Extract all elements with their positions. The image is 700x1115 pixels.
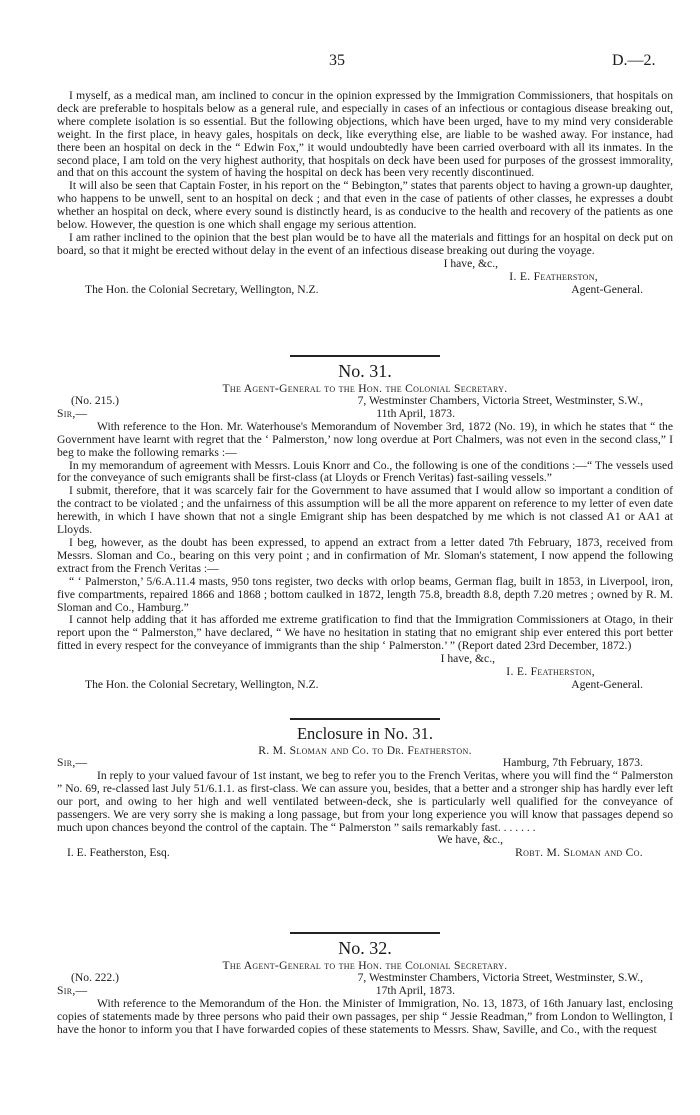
letter-date: Hamburg, 7th February, 1873. bbox=[502, 756, 643, 769]
section-subheading: The Agent-General to the Hon. the Colonial Secretary. bbox=[222, 382, 508, 395]
section-subheading: The Agent-General to the Hon. the Colonial Secretary. bbox=[222, 959, 508, 972]
paragraph: In reply to your valued favour of 1st instant, we beg to refer you to the French Veritas, where you will find the “ Palmerston ” No. 69, re-classed last July 51/6.1.1. as first-class. We can assure you, besides, that a better and a stronger ship has hardly ever left our port, and owing to her high and well ventilated between-deck, she is particularly well qualified for the conveyance of passengers. We are very sorry she is making a long passage, but from your long experience you will know that passages depend so much upon chances beyond the control of the captain. The “ Palmerston ” sails remarkably fast. . . . . . . bbox=[57, 768, 673, 834]
section-subheading: R. M. Sloman and Co. to Dr. Featherston. bbox=[258, 744, 472, 757]
paragraph: “ ‘ Palmerston,’ 5/6.A.11.4 masts, 950 tons register, two decks with orlop beams, German flag, built in 1853, in Liverpool, iron, five compartments, repaired 1866 and 1868 ; bottom caulked in 1872, length 75.8, breadth 8.8, depth 7.20 metres ; owned by R. M. Sloman and Co., Hamburg.” bbox=[57, 574, 673, 614]
section-heading: No. 32. bbox=[338, 938, 392, 958]
section-no-32 bbox=[57, 932, 673, 1037]
letter-featherston-hospitals bbox=[57, 90, 673, 297]
paragraph: I am rather inclined to the opinion that the best plan would be to have all the materials and fittings for an hospital on deck put on board, so that it might be erected without delay in the event of an infectious disease breaking out during the voyage. bbox=[57, 230, 673, 257]
paragraph: In my memorandum of agreement with Messrs. Louis Knorr and Co., the following is one of the conditions :—“ The vessels used for the conveyance of such emigrants shall be first-class (at Lloyds or French Veritas) fast-sailing vessels.” bbox=[57, 458, 673, 485]
signature: I. E. Featherston, bbox=[506, 665, 595, 679]
paragraph: I beg, however, as the doubt has been expressed, to append an extract from a letter dated 7th February, 1873, received from Messrs. Sloman and Co., bearing on this very point ; and in confirmation of Mr. Sloman's statement, I now append the following extract from the French Veritas :— bbox=[57, 535, 673, 575]
paragraph: I cannot help adding that it has afforded me extreme gratification to find that the Immigration Commissioners at Otago, in their report upon the “ Palmerston,” have declared, “ We have no hesitation in stating that no emigrant ship ever entered this port better fitted in every respect for the conveyance of immigrants than the ship ‘ Palmerston.’ ” (Report dated 23rd December, 1872.) bbox=[57, 613, 673, 653]
paragraph: With reference to the Hon. Mr. Waterhouse's Memorandum of November 3rd, 1872 (No. 19), in which he states that “ the Government have learnt with regret that the ‘ Palmerston,’ now long overdue at Port Chalmers, was not even in the second class,” I beg to make the following remarks :— bbox=[57, 419, 673, 459]
letter-date: 11th April, 1873. bbox=[376, 406, 455, 420]
section-no-31 bbox=[57, 355, 673, 692]
letter-date: 17th April, 1873. bbox=[375, 983, 455, 997]
signatory-title: Agent-General. bbox=[571, 282, 643, 296]
salutation: Sir,— bbox=[57, 406, 88, 420]
letter-reference-number: (No. 222.) bbox=[71, 971, 119, 984]
addressee: The Hon. the Colonial Secretary, Wellington, N.Z. bbox=[85, 282, 319, 296]
page-number: 35 bbox=[329, 52, 345, 69]
paragraph: I submit, therefore, that it was scarcely fair for the Government to have assumed that I would allow so important a condition of the contract to be violated ; and the unfairness of this assumption will be all the more apparent on reference to my letter of even date herewith, in which I have shown that not a single Emigrant ship has been despatched by me which is not classed A1 or AA1 at Lloyds. bbox=[57, 484, 673, 537]
divider-rule bbox=[290, 932, 440, 934]
paragraph: With reference to the Memorandum of the Hon. the Minister of Immigration, No. 13, 1873, of 16th January last, enclosing copies of statements made by three persons who paid their own passages, per ship “ Jessie Readman,” from London to Wellington, I have the honor to inform you that I have forwarded copies of these statements to Messrs. Shaw, Saville, and Co., with the request bbox=[57, 996, 673, 1036]
divider-rule bbox=[290, 355, 440, 357]
addressee: I. E. Featherston, Esq. bbox=[67, 846, 170, 860]
signature: I. E. Featherston, bbox=[509, 269, 598, 283]
sender-address: 7, Westminster Chambers, Victoria Street, Westminster, S.W., bbox=[357, 394, 643, 407]
salutation: Sir,— bbox=[57, 756, 88, 769]
section-heading: No. 31. bbox=[338, 361, 392, 381]
sender-address: 7, Westminster Chambers, Victoria Street, Westminster, S.W., bbox=[357, 971, 643, 984]
closing: We have, &c., bbox=[437, 833, 503, 847]
section-heading: Enclosure in No. 31. bbox=[296, 724, 434, 743]
salutation: Sir,— bbox=[57, 983, 88, 997]
closing: I have, &c., bbox=[443, 256, 498, 270]
paragraph: I myself, as a medical man, am inclined to concur in the opinion expressed by the Immigration Commissioners, that hospitals on deck are preferable to hospitals below as a general rule, and especially in cases of an infectious or contagious disease breaking out, where complete isolation is so essential. But the following objections, which have been urged, have to my mind very considerable weight. In the first place, in heavy gales, hospitals on deck, like everything else, are liable to be washed away. For instance, had there been an hospital on deck in the “ Edwin Fox,” it would undoubtedly have been carried overboard with all its inmates. In the second place, I am told on the very highest authority, that hospitals on deck have been used for purposes of the grossest immorality, and that on this account the system of having the hospital on deck has been very recently discontinued. bbox=[57, 89, 673, 180]
enclosure-no-31 bbox=[57, 718, 673, 860]
closing: I have, &c., bbox=[440, 652, 495, 666]
document-reference: D.—2. bbox=[612, 52, 656, 69]
addressee: The Hon. the Colonial Secretary, Wellington, N.Z. bbox=[85, 677, 319, 691]
signature: Robt. M. Sloman and Co. bbox=[515, 846, 643, 860]
divider-rule bbox=[290, 718, 440, 720]
signatory-title: Agent-General. bbox=[571, 677, 643, 691]
paragraph: It will also be seen that Captain Foster, in his report on the “ Bebington,” states that parents object to having a grown-up daughter, who happens to be unwell, sent to an hospital on deck ; and that even in the case of patients of other classes, he expresses a doubt whether an hospital on deck, where every sound is distinctly heard, is as conducive to the health and recovery of the patients as one below. However, the question is one which shall engage my serious attention. bbox=[57, 179, 673, 232]
letter-reference-number: (No. 215.) bbox=[71, 394, 119, 407]
